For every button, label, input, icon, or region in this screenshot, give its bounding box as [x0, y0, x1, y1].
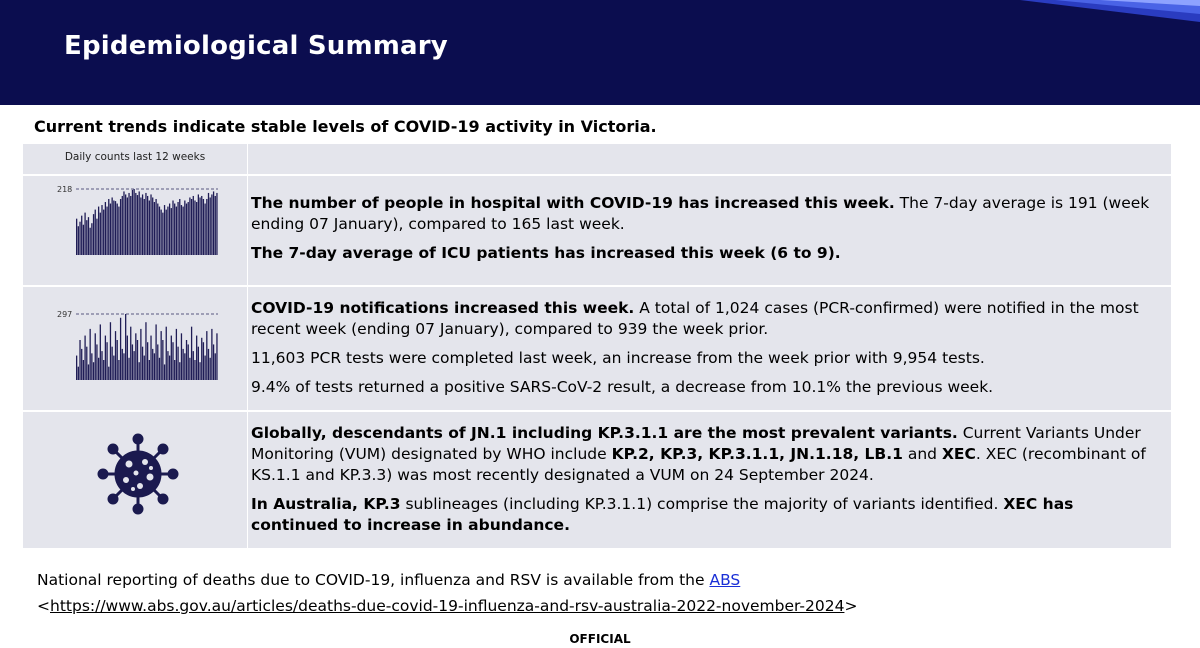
chart-bar	[174, 204, 175, 255]
chart-bar	[105, 336, 106, 380]
chart-bar	[172, 342, 173, 380]
chart-bar	[164, 205, 165, 255]
chart-bar	[79, 340, 80, 380]
chart-bar	[135, 193, 136, 255]
chart-bar	[183, 207, 184, 255]
chart-bar	[213, 191, 214, 255]
chart-bar	[145, 193, 146, 255]
chart-bar	[184, 201, 185, 256]
notifications-daily-chart	[52, 306, 222, 386]
chart-bar	[167, 351, 168, 380]
chart-bar	[150, 336, 151, 380]
chart-bar	[128, 358, 129, 380]
chart-bar	[188, 344, 189, 380]
url-open-bracket: <	[37, 597, 50, 615]
chart-bar	[188, 202, 189, 255]
chart-bar	[199, 197, 200, 255]
chart-bar	[144, 356, 145, 380]
chart-bar	[194, 201, 195, 256]
australia-headline: In Australia, KP.3	[251, 495, 401, 513]
xec-trend: XEC has continued to increase in abundance.	[251, 495, 1074, 534]
chart-bar	[154, 202, 155, 255]
chart-bar	[88, 364, 89, 380]
chart-max-label: 218	[57, 185, 73, 194]
header-decoration	[960, 0, 1200, 40]
chart-bar	[174, 360, 175, 380]
chart-bar	[211, 329, 212, 380]
row-divider	[23, 174, 1171, 176]
chart-bar	[95, 333, 96, 380]
positivity-paragraph: 9.4% of tests returned a positive SARS-CoV-2 result, a decrease from 10.1% the previous week.	[251, 378, 994, 396]
variants-summary	[251, 423, 1163, 544]
chart-bar	[179, 362, 180, 380]
chart-bar	[206, 331, 207, 380]
chart-bar	[103, 360, 104, 380]
chart-bar	[86, 220, 87, 255]
chart-bar	[112, 347, 113, 380]
chart-bar	[120, 318, 121, 380]
chart-bar	[123, 353, 124, 380]
chart-bar	[208, 193, 209, 255]
chart-bar	[193, 351, 194, 380]
chart-bar	[196, 202, 197, 255]
chart-bar	[189, 197, 190, 255]
chart-bar	[206, 199, 207, 255]
chart-bar	[118, 360, 119, 380]
page-header	[0, 0, 1200, 105]
chart-bar	[213, 344, 214, 380]
footer-url-line	[37, 593, 857, 619]
chart-bar	[130, 327, 131, 380]
chart-bar	[167, 207, 168, 255]
notifications-summary	[251, 298, 1163, 406]
chart-bar	[117, 340, 118, 380]
chart-bar	[203, 342, 204, 380]
column-header: Daily counts last 12 weeks	[64, 151, 206, 163]
chart-bar	[91, 353, 92, 380]
australia-variants-paragraph	[251, 494, 1163, 536]
chart-bar	[98, 207, 99, 255]
chart-bar	[142, 194, 143, 255]
hospital-detail: The 7-day average is 191 (week ending 07 January), compared to 165 last week.	[251, 194, 1150, 233]
chart-bar	[130, 196, 131, 255]
vum-list: KP.2, KP.3, KP.3.1.1, JN.1.18, LB.1	[611, 445, 903, 463]
chart-bar	[169, 356, 170, 380]
footer-note	[37, 567, 857, 619]
chart-bar	[177, 202, 178, 255]
row-divider	[23, 410, 1171, 412]
chart-bar	[79, 222, 80, 255]
chart-bar	[81, 349, 82, 380]
chart-bar	[172, 201, 173, 256]
chart-bar	[125, 314, 126, 380]
chart-bar	[191, 199, 192, 255]
chart-bar	[159, 207, 160, 255]
chart-bar	[147, 342, 148, 380]
chart-bar	[83, 225, 84, 255]
chart-bar	[152, 197, 153, 255]
chart-bar	[155, 199, 156, 255]
chart-bar	[161, 210, 162, 255]
chart-bar	[184, 353, 185, 380]
chart-bar	[101, 351, 102, 380]
chart-bar	[142, 347, 143, 380]
chart-bar	[199, 362, 200, 380]
chart-bar	[96, 344, 97, 380]
chart-bar	[139, 191, 140, 255]
chart-bar	[201, 196, 202, 255]
chart-bar	[176, 207, 177, 255]
chart-bar	[166, 210, 167, 255]
chart-bar	[137, 340, 138, 380]
chart-bar	[90, 329, 91, 380]
chart-bar	[100, 213, 101, 255]
chart-max-label: 297	[57, 310, 73, 319]
chart-bar	[132, 190, 133, 255]
chart-bar	[106, 342, 107, 380]
chart-bar	[186, 340, 187, 380]
chart-bar	[169, 204, 170, 255]
url-close-bracket: >	[844, 597, 858, 615]
chart-bar	[108, 199, 109, 255]
notifications-headline: COVID-19 notifications increased this week.	[251, 299, 635, 317]
chart-bar	[83, 360, 84, 380]
chart-bar	[203, 199, 204, 255]
chart-bar	[110, 204, 111, 255]
row-divider	[23, 285, 1171, 287]
chart-bar	[86, 347, 87, 380]
vum-and: and	[902, 445, 942, 463]
chart-bar	[215, 196, 216, 255]
chart-bar	[150, 194, 151, 255]
chart-bar	[179, 199, 180, 255]
australia-detail: sublineages (including KP.3.1.1) comprise the majority of variants identified.	[400, 495, 1004, 513]
chart-bar	[204, 204, 205, 255]
chart-bar	[95, 210, 96, 255]
chart-bar	[161, 331, 162, 380]
chart-bar	[181, 333, 182, 380]
chart-bar	[189, 358, 190, 380]
chart-bar	[210, 197, 211, 255]
chart-bar	[93, 214, 94, 255]
chart-bar	[100, 324, 101, 380]
notifications-paragraph	[251, 298, 1163, 340]
chart-bar	[98, 358, 99, 380]
chart-bar	[93, 362, 94, 380]
chart-bar	[88, 217, 89, 255]
chart-bar	[193, 196, 194, 255]
chart-bar	[145, 322, 146, 380]
chart-bar	[171, 208, 172, 255]
chart-bar	[112, 197, 113, 255]
chart-bar	[181, 205, 182, 255]
chart-bar	[152, 349, 153, 380]
chart-bar	[122, 349, 123, 380]
chart-bar	[103, 210, 104, 255]
chart-bar	[91, 223, 92, 255]
chart-bar	[149, 201, 150, 256]
chart-bar	[117, 204, 118, 255]
chart-bar	[215, 353, 216, 380]
chart-bar	[198, 194, 199, 255]
notifications-detail: A total of 1,024 cases (PCR-confirmed) were notified in the most recent week (ending 07 January), compared to 939 the week prior.	[251, 299, 1139, 338]
column-divider	[247, 144, 248, 548]
chart-bar	[81, 216, 82, 255]
chart-bar	[90, 228, 91, 255]
xec-detail: . XEC (recombinant of KS.1.1 and KP.3.3) was most recently designated a VUM on 24 September 2024.	[251, 445, 1146, 484]
chart-bar	[113, 201, 114, 256]
chart-bar	[155, 324, 156, 380]
chart-bar	[101, 205, 102, 255]
chart-bar	[128, 193, 129, 255]
chart-bar	[166, 327, 167, 380]
chart-bar	[211, 194, 212, 255]
chart-bar	[132, 344, 133, 380]
chart-bar	[115, 201, 116, 255]
chart-bar	[135, 333, 136, 380]
chart-bar	[123, 191, 124, 255]
chart-bar	[78, 367, 79, 380]
chart-bar	[110, 322, 111, 380]
chart-bar	[198, 347, 199, 380]
chart-bar	[191, 327, 192, 380]
chart-bar	[84, 213, 85, 255]
abs-url-link[interactable]: https://www.abs.gov.au/articles/deaths-due-covid-19-influenza-and-rsv-australia-2022-november-2024	[50, 597, 845, 615]
chart-bar	[78, 226, 79, 255]
chart-bar	[106, 207, 107, 255]
chart-bar	[96, 219, 97, 255]
chart-bar	[108, 367, 109, 380]
chart-bar	[186, 204, 187, 255]
hospital-daily-chart	[52, 181, 222, 261]
chart-bar	[76, 356, 77, 380]
chart-bar	[149, 360, 150, 380]
chart-bar	[147, 196, 148, 255]
chart-bar	[139, 362, 140, 380]
icu-paragraph	[251, 243, 1163, 264]
global-variants-headline: Globally, descendants of JN.1 including KP.3.1.1 are the most prevalent variants.	[251, 424, 958, 442]
chart-bar	[127, 197, 128, 255]
chart-bar	[84, 336, 85, 380]
chart-bar	[113, 356, 114, 380]
chart-bar	[122, 196, 123, 255]
chart-bar	[127, 336, 128, 380]
chart-bar	[118, 207, 119, 255]
chart-bar	[164, 364, 165, 380]
chart-bar	[210, 358, 211, 380]
hospital-headline: The number of people in hospital with COVID-19 has increased this week.	[251, 194, 895, 212]
page-title: Epidemiological Summary	[64, 31, 448, 61]
global-variants-paragraph	[251, 423, 1163, 486]
chart-bar	[125, 194, 126, 255]
chart-bar	[171, 336, 172, 380]
footer-line	[37, 567, 857, 593]
chart-bar	[159, 358, 160, 380]
abs-link[interactable]: ABS	[709, 571, 741, 589]
chart-bar	[140, 329, 141, 380]
chart-bar	[133, 189, 134, 255]
chart-bar	[157, 204, 158, 255]
chart-bar	[120, 199, 121, 255]
chart-bar	[204, 356, 205, 380]
footer-text: National reporting of deaths due to COVID-19, influenza and RSV is available from the	[37, 571, 710, 589]
chart-bar	[105, 202, 106, 255]
chart-bar	[194, 360, 195, 380]
chart-bar	[140, 197, 141, 255]
classification-label: OFFICIAL	[569, 632, 631, 646]
hospital-paragraph	[251, 193, 1163, 235]
pcr-tests-paragraph: 11,603 PCR tests were completed last week, an increase from the week prior with 9,954 tests.	[251, 349, 985, 367]
chart-bar	[76, 219, 77, 255]
chart-bar	[137, 195, 138, 255]
chart-bar	[133, 351, 134, 380]
hospital-summary	[251, 193, 1163, 272]
chart-bar	[216, 193, 217, 255]
chart-bar	[144, 199, 145, 255]
vum-text: Current Variants Under Monitoring (VUM) designated by WHO include	[251, 424, 1141, 463]
chart-bar	[157, 344, 158, 380]
chart-bar	[208, 349, 209, 380]
chart-bar	[162, 340, 163, 380]
chart-bar	[196, 336, 197, 380]
chart-bar	[201, 338, 202, 380]
chart-bar	[115, 331, 116, 380]
vum-xec: XEC	[941, 445, 976, 463]
chart-bar	[177, 347, 178, 380]
chart-bar	[183, 349, 184, 380]
chart-bar	[154, 353, 155, 380]
icu-headline: The 7-day average of ICU patients has increased this week (6 to 9).	[251, 244, 841, 262]
chart-bar	[162, 213, 163, 255]
chart-bar	[176, 329, 177, 380]
chart-bar	[216, 333, 217, 380]
virus-icon	[97, 433, 179, 515]
summary-subtitle: Current trends indicate stable levels of COVID-19 activity in Victoria.	[34, 117, 657, 136]
